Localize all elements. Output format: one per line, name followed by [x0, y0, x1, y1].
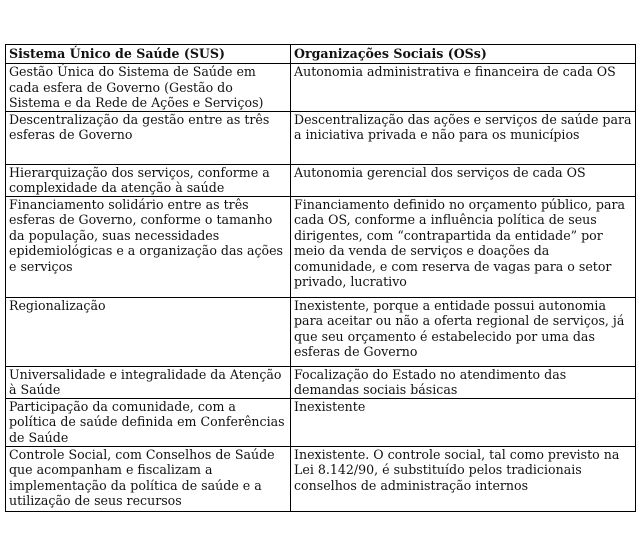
cell-os: Inexistente. O controle social, tal como previsto na Lei 8.142/90, é substituído pelos tradicionais conselhos de administração internos [291, 446, 636, 511]
table-row [6, 64, 636, 112]
cell-os: Autonomia administrativa e financeira de cada OS [291, 64, 636, 112]
cell-os: Financiamento definido no orçamento público, para cada OS, conforme a influência política de seus dirigentes, com “contrapartida da entidade” por meio da venda de serviços e doações da comunidade, e com reserva de vagas para o setor privado, lucrativo [291, 196, 636, 297]
table-row [6, 164, 636, 196]
cell-sus: Universalidade e integralidade da Atenção à Saúde [6, 366, 291, 398]
cell-os: Focalização do Estado no atendimento das demandas sociais básicas [291, 366, 636, 398]
header-row [6, 45, 636, 64]
cell-sus: Controle Social, com Conselhos de Saúde que acompanham e fiscalizam a implementação da política de saúde e a utilização de seus recursos [6, 446, 291, 511]
cell-sus: Descentralização da gestão entre as três esferas de Governo [6, 111, 291, 164]
table-row [6, 446, 636, 511]
table-row [6, 398, 636, 446]
cell-os: Autonomia gerencial dos serviços de cada OS [291, 164, 636, 196]
comparison-table [5, 44, 636, 512]
cell-sus: Participação da comunidade, com a política de saúde definida em Conferências de Saúde [6, 398, 291, 446]
table-row [6, 366, 636, 398]
table-row [6, 196, 636, 297]
table-row [6, 297, 636, 366]
cell-sus: Hierarquização dos serviços, conforme a complexidade da atenção à saúde [6, 164, 291, 196]
cell-sus: Gestão Única do Sistema de Saúde em cada esfera de Governo (Gestão do Sistema e da Rede de Ações e Serviços) [6, 64, 291, 112]
header-os: Organizações Sociais (OSs) [291, 45, 636, 64]
table-row [6, 111, 636, 164]
header-sus: Sistema Único de Saúde (SUS) [6, 45, 291, 64]
cell-os: Inexistente [291, 398, 636, 446]
cell-sus: Regionalização [6, 297, 291, 366]
cell-os: Descentralização das ações e serviços de saúde para a iniciativa privada e não para os municípios [291, 111, 636, 164]
cell-os: Inexistente, porque a entidade possui autonomia para aceitar ou não a oferta regional de serviços, já que seu orçamento é estabelecido por uma das esferas de Governo [291, 297, 636, 366]
cell-sus: Financiamento solidário entre as três esferas de Governo, conforme o tamanho da população, suas necessidades epidemiológicas e a organização das ações e serviços [6, 196, 291, 297]
